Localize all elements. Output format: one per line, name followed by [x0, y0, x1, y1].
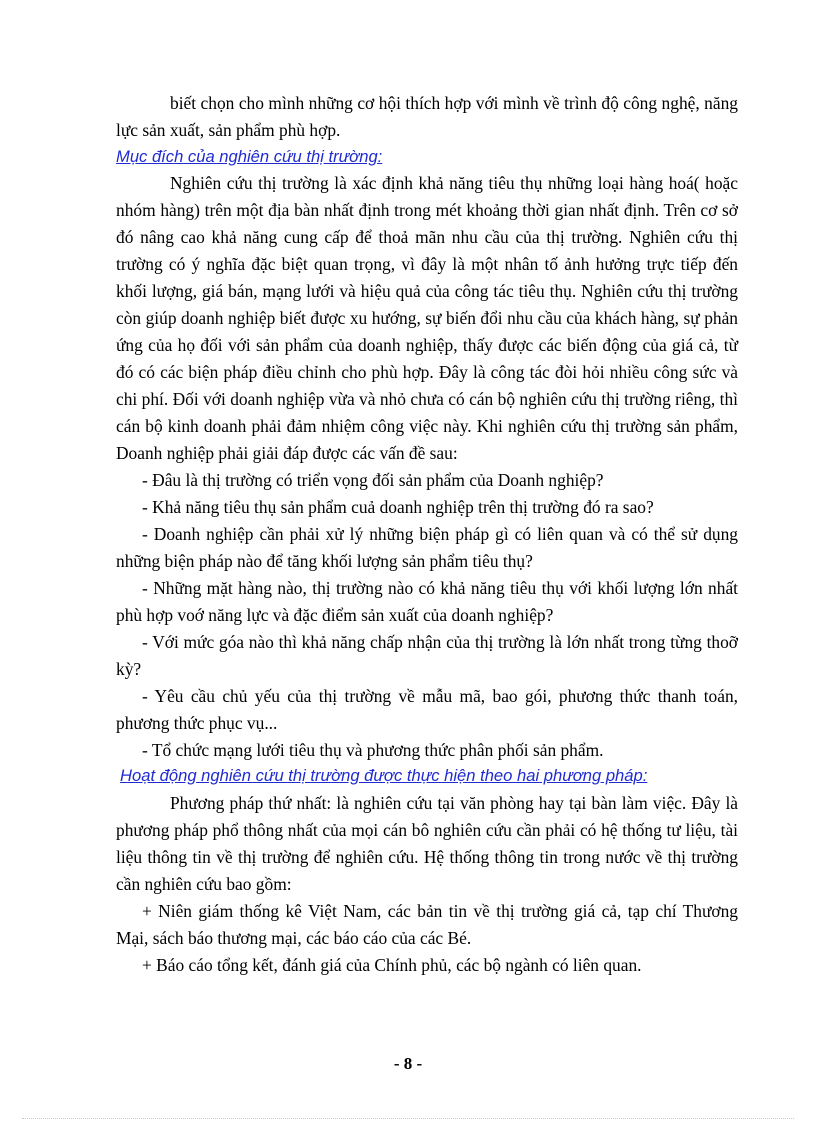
page-number: - 8 - [393, 1054, 423, 1073]
intro-paragraph: biết chọn cho mình những cơ hội thích hợp với mình về trình độ công nghệ, năng lực sản xuất, sản phẩm phù hợp. [116, 93, 738, 140]
source-item: + Niên giám thống kê Việt Nam, các bản tin về thị trường giá cả, tạp chí Thương Mại, sách báo thương mại, các báo cáo của các Bé. [116, 901, 738, 948]
page-content [116, 90, 738, 979]
page-bottom-divider [22, 1118, 794, 1119]
question-item: - Đâu là thị trường có triển vọng đối sản phẩm của Doanh nghiệp? [142, 470, 604, 490]
question-item: - Doanh nghiệp cần phải xử lý những biện pháp gì có liên quan và có thể sử dụng những biện pháp nào để tăng khối lượng sản phẩm tiêu thụ? [116, 524, 738, 571]
purpose-paragraph: Nghiên cứu thị trường là xác định khả năng tiêu thụ những loại hàng hoá( hoặc nhóm hàng) trên một địa bàn nhất định trong mét khoảng thời gian nhất định. Trên cơ sở đó nâng cao khả năng cung cấp để thoả mãn nhu cầu của thị trường. Nghiên cứu thị trường có ý nghĩa đặc biệt quan trọng, vì đây là một nhân tố ảnh hưởng trực tiếp đến khối lượng, giá bán, mạng lưới và hiệu quả của công tác tiêu thụ. Nghiên cứu thị trường còn giúp doanh nghiệp biết được xu hướng, sự biến đổi nhu cầu của khách hàng, sự phản ứng của họ đối với sản phẩm của doanh nghiệp, thấy được các biến động của giá cả, từ đó có các biện pháp điều chỉnh cho phù hợp. Đây là công tác đòi hỏi nhiều công sức và chi phí. Đối với doanh nghiệp vừa và nhỏ chưa có cán bộ nghiên cứu thị trường riêng, thì cán bộ kinh doanh phải đảm nhiệm công việc này. Khi nghiên cứu thị trường sản phẩm, Doanh nghiệp phải giải đáp được các vấn đề sau: [116, 173, 738, 463]
question-item: - Tổ chức mạng lưới tiêu thụ và phương thức phân phối sản phẩm. [142, 740, 604, 760]
methods-paragraph: Phương pháp thứ nhất: là nghiên cứu tại văn phòng hay tại bàn làm việc. Đây là phương pháp phổ thông nhất của mọi cán bô nghiên cứu cần phải có hệ thống tư liệu, tài liệu thông tin về thị trường để nghiên cứu. Hệ thống thông tin trong nước về thị trường cần nghiên cứu bao gồm: [116, 793, 738, 894]
section-heading-purpose: Mục đích của nghiên cứu thị trường: [116, 147, 383, 166]
question-item: - Với mức góa nào thì khả năng chấp nhận của thị trường là lớn nhất trong từng thoỡ kỳ? [116, 632, 738, 679]
section-heading-methods: Hoạt động nghiên cứu thị trường được thực hiện theo hai phương pháp: [120, 766, 648, 785]
question-item: - Yêu cầu chủ yếu của thị trường về mẫu mã, bao gói, phương thức thanh toán, phương thức phục vụ... [116, 686, 738, 733]
source-item: + Báo cáo tổng kết, đánh giá của Chính phủ, các bộ ngành có liên quan. [142, 955, 642, 975]
question-item: - Khả năng tiêu thụ sản phẩm cuả doanh nghiệp trên thị trường đó ra sao? [142, 497, 654, 517]
question-item: - Những mặt hàng nào, thị trường nào có khả năng tiêu thụ với khối lượng lớn nhất phù hợp voớ năng lực và đặc điểm sản xuất của doanh nghiệp? [116, 578, 738, 625]
